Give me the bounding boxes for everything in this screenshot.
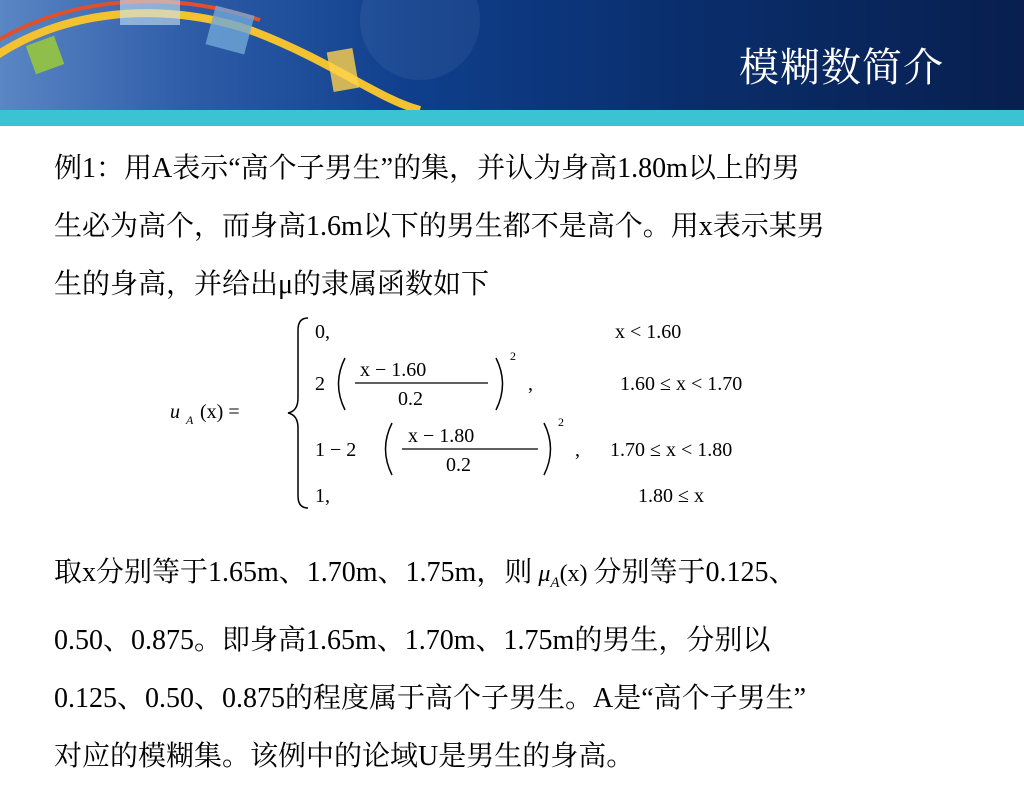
intro-paragraph: [54, 140, 984, 314]
case-1-expr: 0,: [315, 321, 330, 343]
formula-lhs-symbol: u: [170, 401, 180, 423]
case-3-denominator: 0.2: [446, 454, 471, 476]
case-3-suffix: ,: [575, 439, 580, 461]
left-brace: [288, 318, 308, 508]
case-3-right-paren: [544, 423, 551, 475]
result-line-1-after: 分别等于0.125、: [593, 557, 797, 588]
header-banner: [0, 0, 1024, 110]
case-2-prefix: 2: [315, 373, 325, 395]
case-3-prefix: 1 − 2: [315, 439, 357, 461]
case-2-condition: 1.60 ≤ x < 1.70: [620, 373, 743, 395]
header-accent-stripe: [0, 110, 1024, 126]
intro-line-3: 生的身高，并给出μ的隶属函数如下: [54, 269, 490, 300]
slide-title: 模糊数简介: [739, 45, 944, 91]
inline-mu-arg: (x): [559, 561, 588, 587]
case-3-condition: 1.70 ≤ x < 1.80: [610, 439, 733, 461]
result-line-1: [54, 544, 984, 612]
case-3-left-paren: [386, 423, 393, 475]
case-2-numerator: x − 1.60: [360, 359, 427, 381]
case-1-condition: x < 1.60: [615, 321, 682, 343]
case-2-denominator: 0.2: [398, 388, 423, 410]
case-4-condition: 1.80 ≤ x: [638, 485, 704, 507]
result-line-4: 对应的模糊集。该例中的论域U是男生的身高。: [54, 740, 635, 772]
result-line-2: 0.50、0.875。即身高1.65m、1.70m、1.75m的男生，分别以: [54, 624, 771, 656]
case-2-left-paren: [339, 358, 346, 410]
formula-lhs-subscript: A: [186, 413, 194, 427]
case-2-suffix: ,: [528, 373, 533, 395]
membership-function-formula: [160, 308, 880, 518]
case-4-expr: 1,: [315, 485, 330, 507]
case-3-numerator: x − 1.80: [408, 425, 475, 447]
inline-mu-subscript: A: [550, 574, 560, 591]
result-line-3: 0.125、0.50、0.875的程度属于高个子男生。A是“高个子男生”: [54, 682, 807, 714]
inline-membership-symbol: [538, 545, 587, 612]
intro-line-1: 例1：用A表示“高个子男生”的集，并认为身高1.80m以上的男: [54, 153, 800, 184]
case-3-power: 2: [558, 415, 564, 429]
inline-mu: μ: [538, 561, 551, 587]
result-paragraph: [54, 544, 984, 786]
formula-lhs-arg: (x) =: [200, 401, 240, 423]
result-line-1-before: 取x分别等于1.65m、1.70m、1.75m，则: [54, 557, 533, 588]
case-2-right-paren: [496, 358, 503, 410]
intro-line-2: 生必为高个，而身高1.6m以下的男生都不是高个。用x表示某男: [54, 211, 825, 242]
case-2-power: 2: [510, 349, 516, 363]
